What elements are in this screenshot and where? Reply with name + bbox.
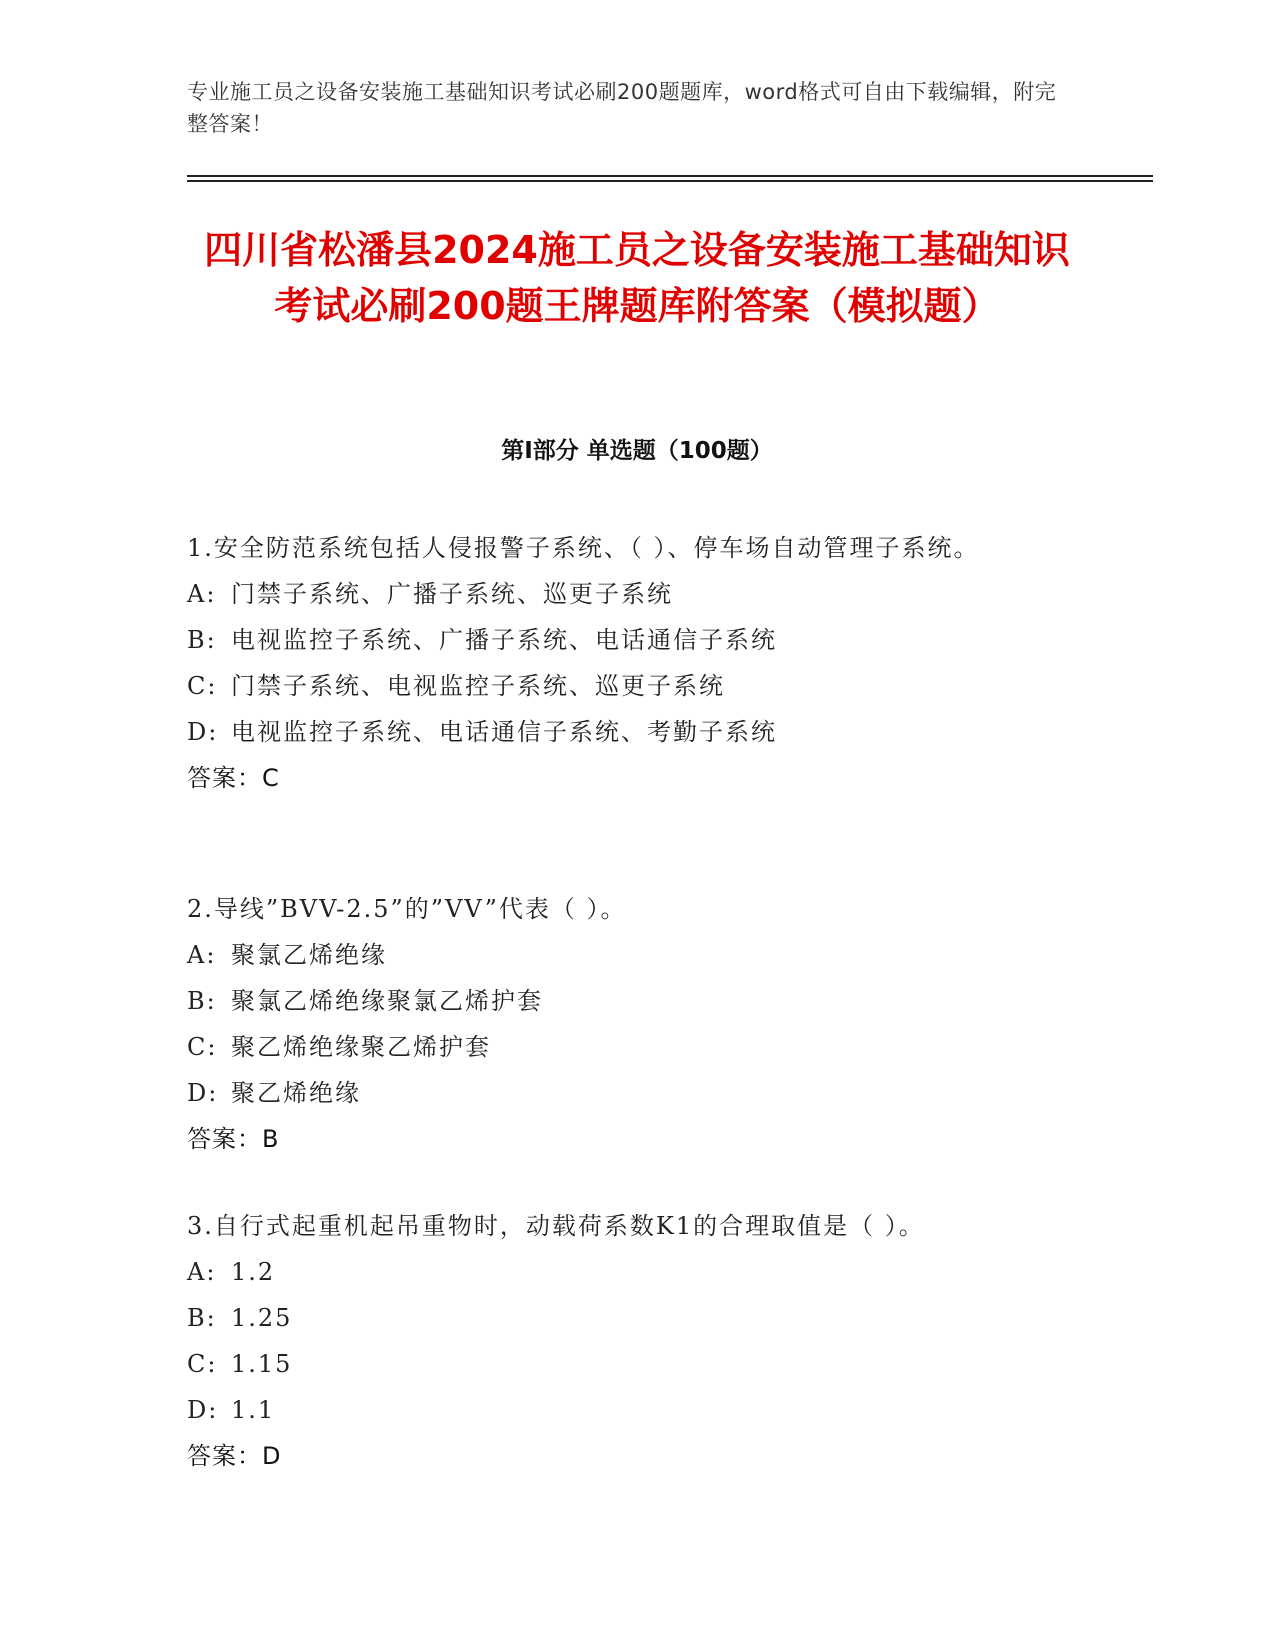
question-1 [187, 525, 1087, 801]
option-b [187, 617, 1087, 663]
option-letter: A: [187, 1258, 217, 1286]
question-3 [187, 1203, 1087, 1479]
option-text: 1.1 [231, 1396, 276, 1424]
option-text: 聚氯乙烯绝缘聚氯乙烯护套 [231, 987, 543, 1015]
option-letter: C: [187, 672, 218, 700]
option-letter: A: [187, 580, 217, 608]
option-text: 1.15 [231, 1350, 293, 1378]
option-text: 门禁子系统、广播子系统、巡更子系统 [231, 580, 673, 608]
option-d [187, 1387, 1087, 1433]
option-text: 1.25 [231, 1304, 293, 1332]
option-letter: D: [187, 1396, 219, 1424]
question-2 [187, 886, 1087, 1162]
option-a [187, 571, 1087, 617]
option-b [187, 1295, 1087, 1341]
option-letter: B: [187, 987, 217, 1015]
option-letter: C: [187, 1350, 218, 1378]
option-text: 电视监控子系统、广播子系统、电话通信子系统 [231, 626, 777, 654]
question-stem: 1.安全防范系统包括人侵报警子系统、（ ）、停车场自动管理子系统。 [187, 534, 980, 562]
option-letter: B: [187, 1304, 217, 1332]
option-d [187, 709, 1087, 755]
option-letter: D: [187, 1079, 219, 1107]
option-text: 电视监控子系统、电话通信子系统、考勤子系统 [231, 718, 777, 746]
option-a [187, 1249, 1087, 1295]
option-letter: C: [187, 1033, 218, 1061]
option-letter: D: [187, 718, 219, 746]
option-text: 门禁子系统、电视监控子系统、巡更子系统 [231, 672, 725, 700]
header-rule-bottom [187, 180, 1153, 182]
document-title: 四川省松潘县2024施工员之设备安装施工基础知识考试必刷200题王牌题库附答案（模拟题） [204, 228, 1070, 328]
question-stem: 2.导线”BVV-2.5”的”VV”代表（ ）。 [187, 895, 627, 923]
option-c [187, 663, 1087, 709]
answer-line: 答案：C [187, 764, 280, 792]
option-text: 聚氯乙烯绝缘 [231, 941, 387, 969]
question-stem: 3.自行式起重机起吊重物时，动载荷系数K1的合理取值是（ ）。 [187, 1212, 925, 1240]
option-c [187, 1024, 1087, 1070]
option-b [187, 978, 1087, 1024]
section-title: 第Ⅰ部分 单选题（100题） [501, 438, 773, 464]
option-c [187, 1341, 1087, 1387]
header-rule-top [187, 175, 1153, 177]
option-letter: B: [187, 626, 217, 654]
option-text: 聚乙烯绝缘聚乙烯护套 [231, 1033, 491, 1061]
header-note: 专业施工员之设备安装施工基础知识考试必刷200题题库，word格式可自由下载编辑，附完整答案！ [187, 80, 1057, 136]
option-text: 聚乙烯绝缘 [231, 1079, 361, 1107]
answer-line: 答案：B [187, 1125, 280, 1153]
option-text: 1.2 [231, 1258, 276, 1286]
option-letter: A: [187, 941, 217, 969]
option-a [187, 932, 1087, 978]
answer-line: 答案：D [187, 1442, 282, 1470]
option-d [187, 1070, 1087, 1116]
